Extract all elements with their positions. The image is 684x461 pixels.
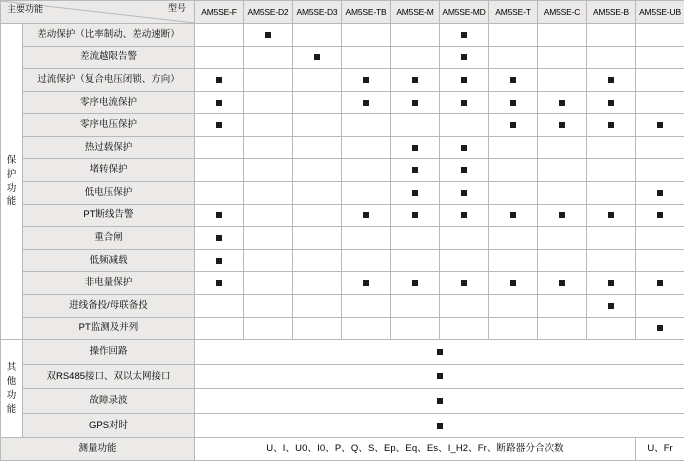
check-mark-icon: [216, 212, 222, 218]
feature-name: PT监测及并列: [23, 317, 195, 340]
table-row: [1, 136, 684, 159]
table-row: [1, 69, 684, 92]
check-mark-icon: [314, 54, 320, 60]
check-mark-icon: [216, 235, 222, 241]
group-char: 功: [6, 389, 17, 401]
mark-cell: [538, 294, 587, 317]
measurement-value: U、I、U0、I0、P、Q、S、Ep、Eq、Es、I_H2、Fr、断路器分合次数: [195, 438, 636, 461]
check-mark-icon: [412, 167, 418, 173]
mark-cell: [342, 182, 391, 205]
table-row: [1, 294, 684, 317]
mark-cell: [489, 159, 538, 182]
group-char: 功: [6, 182, 17, 194]
mark-cell: [587, 69, 636, 92]
mark-cell: [636, 114, 684, 137]
model-header-0: AM5SE-F: [195, 1, 244, 24]
check-mark-icon: [510, 122, 516, 128]
mark-cell: [391, 159, 440, 182]
model-header-4: AM5SE-M: [391, 1, 440, 24]
column-axis-label: 型号: [167, 3, 186, 13]
mark-cell: [538, 317, 587, 340]
mark-cell: [342, 317, 391, 340]
check-mark-icon: [412, 77, 418, 83]
mark-cell: [538, 24, 587, 47]
mark-cell: [391, 24, 440, 47]
row-axis-label: 主要功能: [7, 4, 44, 14]
check-mark-icon: [216, 100, 222, 106]
mark-cell: [342, 69, 391, 92]
check-mark-icon: [363, 212, 369, 218]
check-mark-icon: [461, 167, 467, 173]
mark-cell: [489, 136, 538, 159]
check-mark-icon: [510, 77, 516, 83]
mark-cell: [587, 46, 636, 69]
mark-cell: [195, 249, 244, 272]
mark-cell: [636, 46, 684, 69]
group-label-other: [1, 340, 23, 438]
check-mark-icon: [559, 212, 565, 218]
check-mark-icon: [559, 100, 565, 106]
mark-cell: [636, 294, 684, 317]
table-row: [1, 317, 684, 340]
mark-cell: [440, 159, 489, 182]
mark-cell: [293, 159, 342, 182]
mark-cell: [538, 91, 587, 114]
feature-name: PT断线告警: [23, 204, 195, 227]
mark-cell: [636, 136, 684, 159]
mark-cell: [342, 272, 391, 295]
table-row: [1, 364, 684, 389]
check-mark-icon: [608, 212, 614, 218]
mark-cell: [391, 294, 440, 317]
mark-cell: [342, 114, 391, 137]
mark-cell: [636, 317, 684, 340]
check-mark-icon: [363, 100, 369, 106]
mark-cell: [391, 182, 440, 205]
mark-cell: [195, 114, 244, 137]
mark-cell: [293, 91, 342, 114]
mark-cell: [587, 159, 636, 182]
mark-cell: [342, 204, 391, 227]
mark-cell: [195, 294, 244, 317]
mark-cell-all-models: [195, 389, 684, 414]
mark-cell: [293, 136, 342, 159]
mark-cell: [489, 91, 538, 114]
feature-name: 操作回路: [23, 340, 195, 365]
group-label-protection-stack: [1, 154, 22, 209]
mark-cell: [195, 317, 244, 340]
group-char: 能: [6, 403, 17, 415]
mark-cell: [391, 204, 440, 227]
mark-cell: [489, 114, 538, 137]
mark-cell: [195, 159, 244, 182]
mark-cell: [587, 294, 636, 317]
feature-name: 低电压保护: [23, 182, 195, 205]
check-mark-icon: [437, 398, 443, 404]
check-mark-icon: [437, 373, 443, 379]
feature-name: GPS对时: [23, 413, 195, 438]
mark-cell: [195, 24, 244, 47]
mark-cell: [293, 272, 342, 295]
mark-cell: [244, 294, 293, 317]
mark-cell: [538, 272, 587, 295]
check-mark-icon: [412, 212, 418, 218]
mark-cell: [587, 136, 636, 159]
mark-cell: [342, 24, 391, 47]
mark-cell: [489, 46, 538, 69]
check-mark-icon: [510, 280, 516, 286]
mark-cell: [636, 182, 684, 205]
mark-cell: [293, 69, 342, 92]
mark-cell: [440, 227, 489, 250]
mark-cell: [391, 249, 440, 272]
check-mark-icon: [608, 100, 614, 106]
mark-cell: [293, 114, 342, 137]
mark-cell: [293, 317, 342, 340]
group-char: 其: [6, 362, 17, 374]
mark-cell: [489, 317, 538, 340]
feature-name: 进线备投/母联备投: [23, 294, 195, 317]
mark-cell: [489, 249, 538, 272]
check-mark-icon: [216, 280, 222, 286]
mark-cell: [587, 182, 636, 205]
feature-name: 零序电流保护: [23, 91, 195, 114]
table-row: [1, 272, 684, 295]
check-mark-icon: [559, 280, 565, 286]
check-mark-icon: [461, 190, 467, 196]
check-mark-icon: [412, 190, 418, 196]
mark-cell: [391, 46, 440, 69]
mark-cell: [195, 91, 244, 114]
mark-cell: [440, 249, 489, 272]
check-mark-icon: [363, 77, 369, 83]
mark-cell: [489, 24, 538, 47]
check-mark-icon: [608, 303, 614, 309]
mark-cell: [195, 227, 244, 250]
group-char: 保: [6, 155, 17, 167]
mark-cell: [195, 46, 244, 69]
table-row: [1, 249, 684, 272]
mark-cell: [391, 317, 440, 340]
mark-cell: [636, 249, 684, 272]
check-mark-icon: [461, 32, 467, 38]
model-header-6: AM5SE-T: [489, 1, 538, 24]
mark-cell: [293, 227, 342, 250]
feature-name: 过流保护（复合电压闭锁、方向）: [23, 69, 195, 92]
check-mark-icon: [510, 212, 516, 218]
table-row: [1, 340, 684, 365]
check-mark-icon: [461, 100, 467, 106]
group-char: 护: [6, 168, 17, 180]
measurement-value-right: U、Fr: [636, 438, 684, 461]
mark-cell: [587, 227, 636, 250]
mark-cell: [636, 272, 684, 295]
check-mark-icon: [608, 122, 614, 128]
mark-cell: [587, 24, 636, 47]
group-char: 能: [6, 196, 17, 208]
table-row: [1, 114, 684, 137]
mark-cell: [538, 182, 587, 205]
mark-cell: [440, 272, 489, 295]
check-mark-icon: [412, 280, 418, 286]
mark-cell: [293, 182, 342, 205]
mark-cell: [538, 159, 587, 182]
measurement-label: 测量功能: [1, 438, 195, 461]
table-row: [1, 91, 684, 114]
mark-cell: [244, 182, 293, 205]
mark-cell: [440, 114, 489, 137]
mark-cell: [489, 69, 538, 92]
mark-cell: [244, 249, 293, 272]
check-mark-icon: [461, 212, 467, 218]
mark-cell: [489, 272, 538, 295]
mark-cell: [342, 46, 391, 69]
feature-name: 重合闸: [23, 227, 195, 250]
mark-cell: [195, 182, 244, 205]
mark-cell: [489, 204, 538, 227]
mark-cell: [587, 91, 636, 114]
model-header-1: AM5SE-D2: [244, 1, 293, 24]
mark-cell: [440, 136, 489, 159]
check-mark-icon: [657, 122, 663, 128]
feature-name: 故障录波: [23, 389, 195, 414]
mark-cell: [489, 182, 538, 205]
mark-cell: [244, 227, 293, 250]
mark-cell: [293, 204, 342, 227]
table-row: [1, 159, 684, 182]
mark-cell: [342, 227, 391, 250]
mark-cell: [293, 46, 342, 69]
feature-name: 差动保护（比率制动、差动速断）: [23, 24, 195, 47]
check-mark-icon: [437, 349, 443, 355]
mark-cell: [538, 114, 587, 137]
mark-cell: [440, 294, 489, 317]
mark-cell: [440, 317, 489, 340]
group-char: 他: [6, 375, 17, 387]
mark-cell: [636, 24, 684, 47]
check-mark-icon: [461, 280, 467, 286]
check-mark-icon: [657, 212, 663, 218]
table-row: [1, 227, 684, 250]
axis-corner-cell: [1, 1, 195, 24]
mark-cell: [342, 294, 391, 317]
mark-cell: [538, 204, 587, 227]
check-mark-icon: [510, 100, 516, 106]
mark-cell: [244, 114, 293, 137]
mark-cell: [293, 294, 342, 317]
mark-cell: [636, 159, 684, 182]
table-header-row: [1, 1, 684, 24]
model-header-8: AM5SE-B: [587, 1, 636, 24]
check-mark-icon: [608, 280, 614, 286]
feature-name: 堵转保护: [23, 159, 195, 182]
table-row: [1, 389, 684, 414]
mark-cell: [538, 136, 587, 159]
table-row: [1, 24, 684, 47]
check-mark-icon: [216, 258, 222, 264]
mark-cell: [293, 24, 342, 47]
table-row: [1, 182, 684, 205]
mark-cell: [342, 91, 391, 114]
mark-cell: [538, 69, 587, 92]
check-mark-icon: [461, 77, 467, 83]
check-mark-icon: [412, 145, 418, 151]
mark-cell: [587, 249, 636, 272]
check-mark-icon: [461, 145, 467, 151]
mark-cell: [342, 249, 391, 272]
mark-cell: [636, 69, 684, 92]
mark-cell: [244, 204, 293, 227]
group-label-protection: [1, 24, 23, 340]
model-header-7: AM5SE-C: [538, 1, 587, 24]
mark-cell: [440, 182, 489, 205]
mark-cell: [244, 24, 293, 47]
mark-cell: [244, 136, 293, 159]
mark-cell: [538, 249, 587, 272]
check-mark-icon: [657, 190, 663, 196]
mark-cell: [538, 227, 587, 250]
model-header-2: AM5SE-D3: [293, 1, 342, 24]
mark-cell: [587, 272, 636, 295]
mark-cell: [195, 204, 244, 227]
mark-cell: [244, 46, 293, 69]
mark-cell: [342, 136, 391, 159]
check-mark-icon: [265, 32, 271, 38]
table-row: [1, 46, 684, 69]
mark-cell: [195, 136, 244, 159]
mark-cell-all-models: [195, 413, 684, 438]
measurement-row: [1, 438, 684, 461]
feature-name: 非电量保护: [23, 272, 195, 295]
mark-cell: [489, 294, 538, 317]
feature-name: 双RS485接口、双以太网接口: [23, 364, 195, 389]
mark-cell: [391, 69, 440, 92]
mark-cell: [587, 317, 636, 340]
mark-cell: [440, 24, 489, 47]
mark-cell: [195, 272, 244, 295]
model-header-3: AM5SE-TB: [342, 1, 391, 24]
mark-cell: [636, 91, 684, 114]
check-mark-icon: [608, 77, 614, 83]
mark-cell: [293, 249, 342, 272]
mark-cell: [244, 69, 293, 92]
mark-cell: [636, 204, 684, 227]
check-mark-icon: [216, 77, 222, 83]
group-label-other-stack: [1, 361, 22, 416]
table-row: [1, 204, 684, 227]
mark-cell: [636, 227, 684, 250]
feature-name: 零序电压保护: [23, 114, 195, 137]
mark-cell: [244, 91, 293, 114]
mark-cell: [440, 91, 489, 114]
mark-cell-all-models: [195, 340, 684, 365]
feature-name: 差流越限告警: [23, 46, 195, 69]
mark-cell: [538, 46, 587, 69]
check-mark-icon: [216, 122, 222, 128]
mark-cell: [489, 227, 538, 250]
check-mark-icon: [437, 423, 443, 429]
mark-cell: [391, 227, 440, 250]
table-row: [1, 413, 684, 438]
mark-cell: [342, 159, 391, 182]
check-mark-icon: [363, 280, 369, 286]
mark-cell: [440, 46, 489, 69]
feature-name: 低频减载: [23, 249, 195, 272]
mark-cell: [587, 204, 636, 227]
mark-cell: [195, 69, 244, 92]
mark-cell: [391, 91, 440, 114]
mark-cell: [391, 114, 440, 137]
check-mark-icon: [657, 325, 663, 331]
check-mark-icon: [461, 54, 467, 60]
mark-cell: [244, 159, 293, 182]
model-header-5: AM5SE-MD: [440, 1, 489, 24]
feature-name: 热过载保护: [23, 136, 195, 159]
mark-cell: [244, 317, 293, 340]
mark-cell: [244, 272, 293, 295]
model-header-9: AM5SE-UB: [636, 1, 684, 24]
check-mark-icon: [412, 100, 418, 106]
mark-cell: [391, 136, 440, 159]
check-mark-icon: [559, 122, 565, 128]
mark-cell: [440, 204, 489, 227]
mark-cell: [391, 272, 440, 295]
mark-cell: [587, 114, 636, 137]
mark-cell-all-models: [195, 364, 684, 389]
mark-cell: [440, 69, 489, 92]
check-mark-icon: [657, 280, 663, 286]
